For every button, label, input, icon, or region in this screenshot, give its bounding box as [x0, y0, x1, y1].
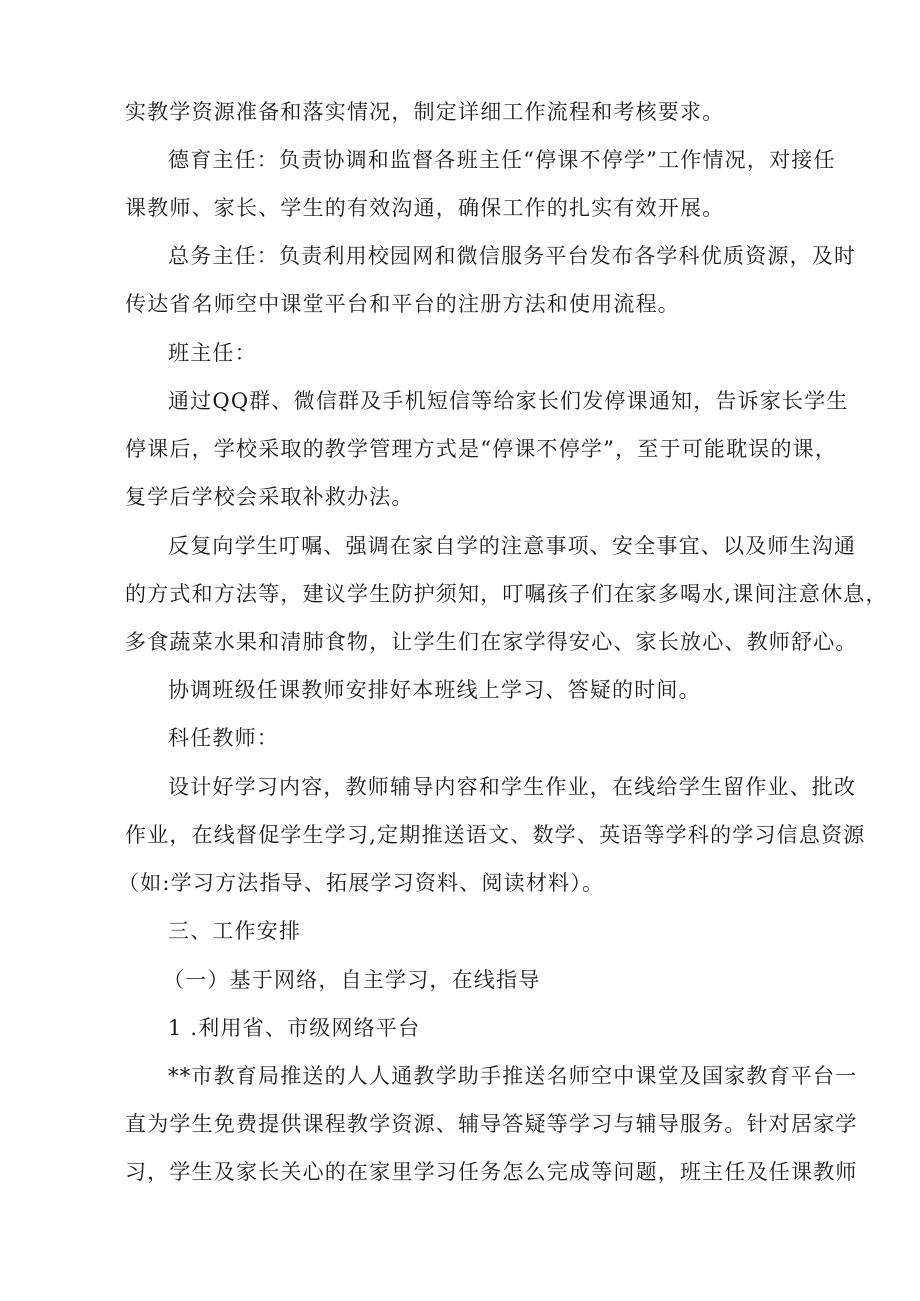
text-line: （如:学习方法指导、拓展学习资料、阅读材料）。: [118, 871, 605, 895]
text-line: 总务主任：负责利用校园网和微信服务平台发布各学科优质资源，及时: [168, 244, 857, 268]
section-heading: 三、工作安排: [168, 919, 302, 943]
text-line: 实教学资源准备和落实情况，制定详细工作流程和考核要求。: [125, 100, 725, 124]
text-line: 通过QQ群、微信群及手机短信等给家长们发停课通知，告诉家长学生: [168, 389, 849, 413]
text-line: 设计好学习内容，教师辅导内容和学生作业，在线给学生留作业、批改: [168, 775, 857, 799]
text-line: 停课后，学校采取的教学管理方式是“停课不停学”，至于可能耽误的课，: [125, 437, 838, 461]
text-line: 德育主任：负责协调和监督各班主任“停课不停学”工作情况，对接任: [168, 148, 836, 172]
text-line: 课教师、家长、学生的有效沟通，确保工作的扎实有效开展。: [125, 196, 725, 220]
subsection-heading: 1 .利用省、市级网络平台: [168, 1016, 421, 1040]
text-line: 多食蔬菜水果和清肺食物，让学生们在家学得安心、家长放心、教师舒心。: [125, 630, 858, 654]
text-line: **市教育局推送的人人通教学助手推送名师空中课堂及国家教育平台一: [168, 1064, 858, 1088]
text-line: 传达省名师空中课堂平台和平台的注册方法和使用流程。: [125, 292, 680, 316]
text-line: 协调班级任课教师安排好本班线上学习、答疑的时间。: [168, 678, 701, 702]
text-line: 作业，在线督促学生学习,定期推送语文、数学、英语等学科的学习信息资源: [125, 823, 866, 847]
section-heading: 科任教师：: [168, 726, 279, 750]
text-line: 复学后学校会采取补救办法。: [125, 485, 414, 509]
text-line: 习，学生及家长关心的在家里学习任务怎么完成等问题，班主任及任课教师: [125, 1160, 858, 1184]
text-line: 的方式和方法等，建议学生防护须知，叮嘱孩子们在家多喝水,课间注意休息，: [125, 582, 888, 606]
subsection-heading: （一）基于网络，自主学习，在线指导: [163, 968, 541, 992]
text-line: 反复向学生叮嘱、强调在家自学的注意事项、安全事宜、以及师生沟通: [168, 534, 857, 558]
section-heading: 班主任：: [168, 341, 257, 365]
text-line: 直为学生免费提供课程教学资源、辅导答疑等学习与辅导服务。针对居家学: [125, 1112, 858, 1136]
